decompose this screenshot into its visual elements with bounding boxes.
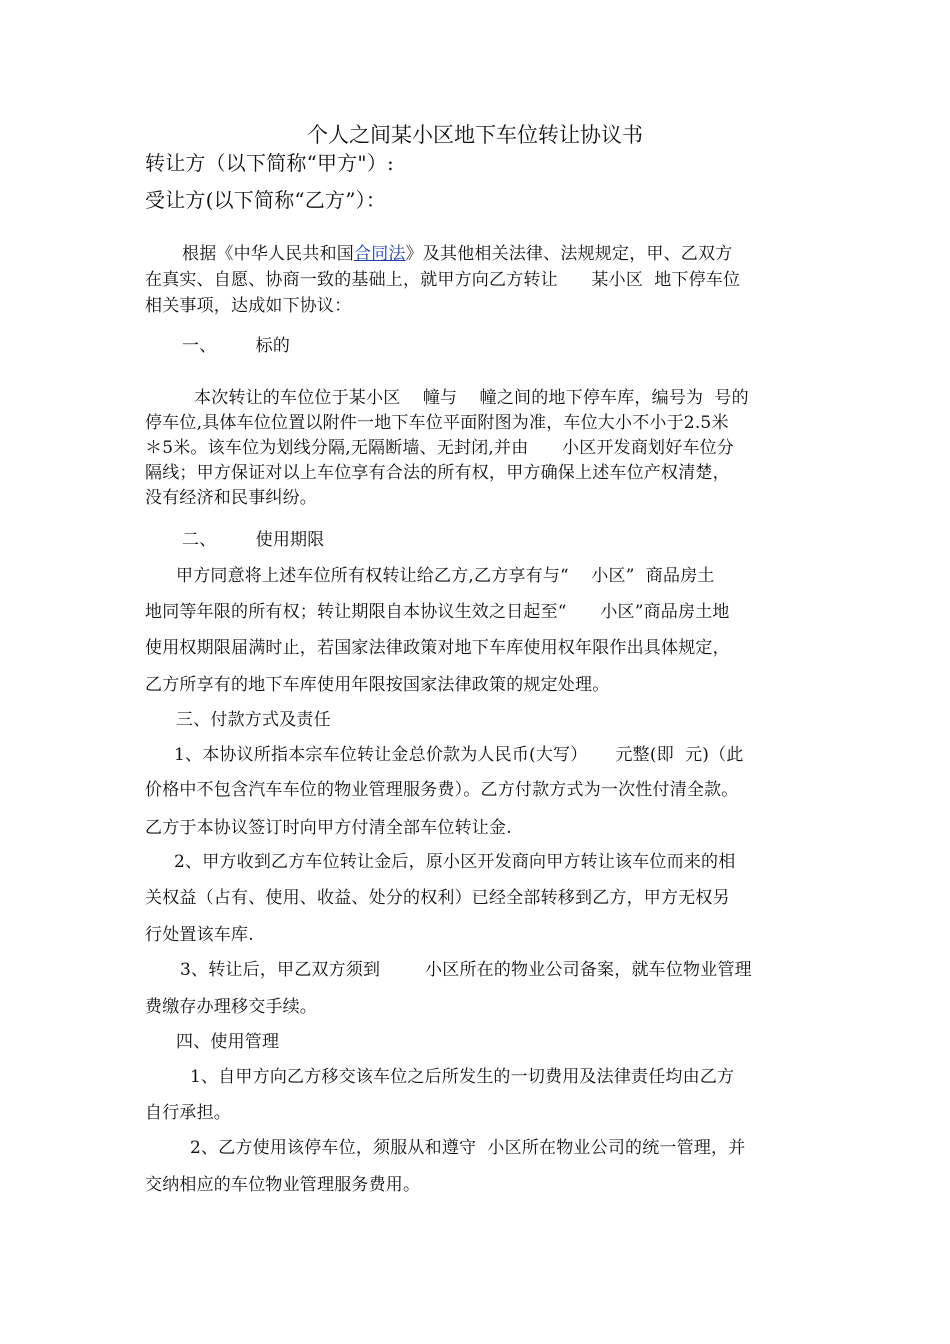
section-3-p2-line-3: 行处置该车库. — [145, 925, 254, 945]
section-1-heading: 一、 标的 — [182, 336, 291, 356]
section-3-p1-line-3: 乙方于本协议签订时向甲方付清全部车位转让金. — [145, 818, 512, 838]
transferee-line: 受让方(以下简称“乙方”）： — [145, 188, 387, 212]
section-2-line-3: 使用权期限届满时止，若国家法律政策对地下车库使用权年限作出具体规定， — [145, 638, 730, 658]
section-4-p1-line-1: 1、自甲方向乙方移交该车位之后所发生的一切费用及法律责任均由乙方 — [190, 1067, 735, 1087]
section-1-line-2: 停车位,具体车位位置以附件一地下车位平面附图为准，车位大小不小于2.5米 — [145, 413, 729, 433]
section-4-p2-line-2: 交纳相应的车位物业管理服务费用。 — [145, 1175, 421, 1195]
section-3-p1-line-2: 价格中不包含汽车车位的物业管理服务费）。乙方付款方式为一次性付清全款。 — [145, 780, 739, 800]
section-4-p1-line-2: 自行承担。 — [145, 1103, 231, 1123]
preamble-line-2: 在真实、自愿、协商一致的基础上，就甲方向乙方转让 某小区 地下停车位 — [145, 270, 741, 290]
section-3-p2-line-1: 2、甲方收到乙方车位转让金后，原小区开发商向甲方转让该车位而来的相 — [174, 852, 736, 872]
section-1-line-4: 隔线；甲方保证对以上车位享有合法的所有权，甲方确保上述车位产权清楚， — [145, 463, 730, 483]
section-3-p1-line-1: 1、本协议所指本宗车位转让金总价款为人民币(大写） 元整(即 元)（此 — [174, 745, 744, 765]
section-3-p3-line-1: 3、转让后，甲乙双方须到 小区所在的物业公司备案，就车位物业管理 — [180, 960, 752, 980]
document-title: 个人之间某小区地下车位转让协议书 — [307, 123, 643, 147]
preamble-line-3: 相关事项，达成如下协议： — [145, 296, 352, 316]
section-2-line-1: 甲方同意将上述车位所有权转让给乙方,乙方享有与“ 小区” 商品房土 — [176, 566, 715, 586]
transferor-line: 转让方（以下简称“甲方"）: — [145, 151, 394, 175]
section-1-line-5: 没有经济和民事纠纷。 — [145, 488, 317, 508]
section-4-heading: 四、使用管理 — [176, 1032, 280, 1052]
section-2-heading: 二、 使用期限 — [182, 530, 325, 550]
section-3-p3-line-2: 费缴存办理移交手续。 — [145, 997, 317, 1017]
section-4-p2-line-1: 2、乙方使用该停车位，须服从和遵守 小区所在物业公司的统一管理，并 — [190, 1138, 746, 1158]
preamble-line-1: 根据《中华人民共和国合同法》及其他相关法律、法规规定，甲、乙双方 — [182, 244, 733, 264]
section-3-heading: 三、付款方式及责任 — [176, 710, 331, 730]
section-1-line-3: ＊5米。该车位为划线分隔,无隔断墙、无封闭,并由 小区开发商划好车位分 — [145, 438, 735, 458]
contract-law-link[interactable]: 合同法 — [354, 244, 406, 264]
section-3-p2-line-2: 关权益（占有、使用、收益、处分的权利）已经全部转移到乙方，甲方无权另 — [145, 888, 730, 908]
section-2-line-2: 地同等年限的所有权；转让期限自本协议生效之日起至“ 小区”商品房土地 — [145, 602, 730, 622]
section-1-line-1: 本次转让的车位位于某小区 幢与 幢之间的地下停车库，编号为 号的 — [194, 388, 749, 408]
section-2-line-4: 乙方所享有的地下车库使用年限按国家法律政策的规定处理。 — [145, 675, 610, 695]
